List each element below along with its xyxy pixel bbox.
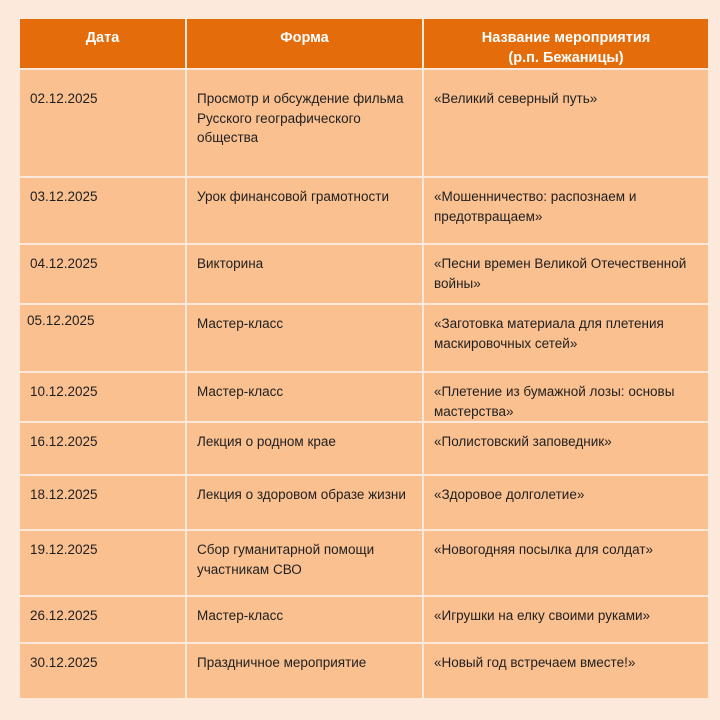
date-cell: 18.12.2025	[20, 475, 186, 530]
form-cell: Просмотр и обсуждение фильма Русского географического общества	[186, 69, 423, 177]
table-row	[20, 596, 708, 643]
title-cell: «Плетение из бумажной лозы: основы мастерства»	[423, 372, 708, 422]
header-date: Дата	[20, 19, 186, 69]
title-cell: «Мошенничество: распознаем и предотвращаем»	[423, 177, 708, 244]
title-cell: «Заготовка материала для плетения маскировочных сетей»	[423, 304, 708, 372]
date-cell: 05.12.2025	[20, 304, 186, 372]
title-cell: «Новый год встречаем вместе!»	[423, 643, 708, 699]
date-cell: 16.12.2025	[20, 422, 186, 475]
header-row	[20, 19, 708, 69]
table-row	[20, 69, 708, 177]
table-row	[20, 177, 708, 244]
title-cell: «Великий северный путь»	[423, 69, 708, 177]
events-table	[20, 19, 708, 700]
title-cell: «Полистовский заповедник»	[423, 422, 708, 475]
form-cell: Праздничное мероприятие	[186, 643, 423, 699]
title-cell: «Игрушки на елку своими руками»	[423, 596, 708, 643]
date-cell: 04.12.2025	[20, 244, 186, 304]
date-cell: 26.12.2025	[20, 596, 186, 643]
table-row	[20, 475, 708, 530]
table-row	[20, 530, 708, 596]
date-cell: 02.12.2025	[20, 69, 186, 177]
table-row	[20, 304, 708, 372]
title-cell: «Новогодняя посылка для солдат»	[423, 530, 708, 596]
form-cell: Мастер-класс	[186, 596, 423, 643]
form-cell: Сбор гуманитарной помощи участникам СВО	[186, 530, 423, 596]
header-form: Форма	[186, 19, 423, 69]
table-row	[20, 643, 708, 699]
form-cell: Лекция о здоровом образе жизни	[186, 475, 423, 530]
header-title-line2: (р.п. Бежаницы)	[508, 50, 624, 66]
title-cell: «Песни времен Великой Отечественной войны»	[423, 244, 708, 304]
header-title	[423, 19, 708, 69]
form-cell: Урок финансовой грамотности	[186, 177, 423, 244]
table-row	[20, 422, 708, 475]
form-cell: Мастер-класс	[186, 372, 423, 422]
date-cell: 30.12.2025	[20, 643, 186, 699]
title-cell: «Здоровое долголетие»	[423, 475, 708, 530]
form-cell: Лекция о родном крае	[186, 422, 423, 475]
table-row	[20, 244, 708, 304]
date-cell: 03.12.2025	[20, 177, 186, 244]
date-cell: 10.12.2025	[20, 372, 186, 422]
form-cell: Мастер-класс	[186, 304, 423, 372]
table-row	[20, 372, 708, 422]
header-title-line1: Название мероприятия	[481, 30, 651, 46]
form-cell: Викторина	[186, 244, 423, 304]
date-cell: 19.12.2025	[20, 530, 186, 596]
